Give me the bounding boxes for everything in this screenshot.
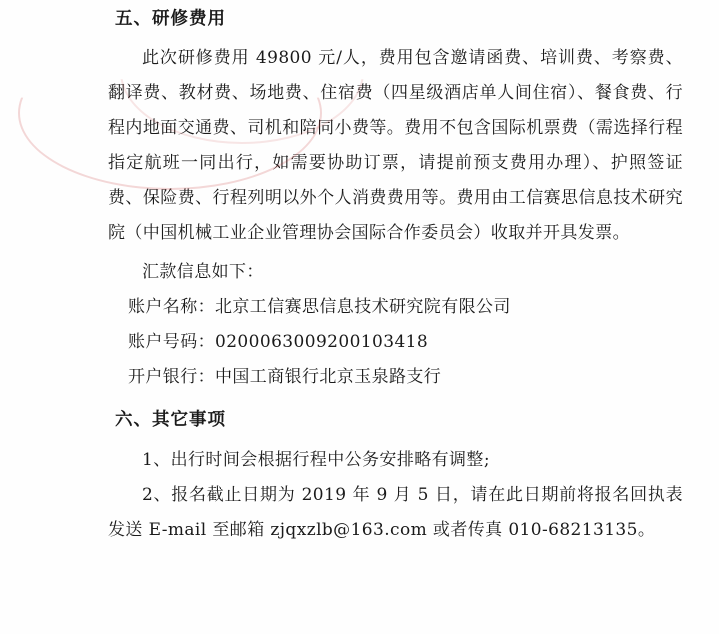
- remittance-intro: 汇款信息如下：: [142, 262, 264, 283]
- other-matters-item-2: 2、报名截止日期为 2019 年 9 月 5 日，请在此日期前将报名回执表发送 E-mail 至邮箱 zjqxzlb@163.com 或者传真 010-68213135。: [108, 484, 683, 540]
- remittance-account-name: 账户名称：北京工信赛思信息技术研究院有限公司: [128, 297, 511, 318]
- remittance-bank-name: 开户银行：中国工商银行北京玉泉路支行: [128, 367, 442, 388]
- fees-paragraph: 此次研修费用 49800 元/人，费用包含邀请函费、培训费、考察费、翻译费、教材费、场地费、住宿费（四星级酒店单人间住宿）、餐食费、行程内地面交通费、司机和陪同小费等。费用不包含国际机票费（需选择行程指定航班一同出行，如需要协助订票，请提前预支费用办理）、护照签证费、保险费、行程列明以外个人消费费用等。费用由工信赛思信息技术研究院（中国机械工业企业管理协会国际合作委员会）收取并开具发票。: [108, 48, 683, 244]
- section-heading-fees: 五、研修费用: [115, 9, 226, 29]
- section-heading-other-matters: 六、其它事项: [115, 410, 226, 431]
- other-matters-item-1: 1、出行时间会根据行程中公务安排略有调整;: [142, 449, 490, 470]
- remittance-account-number: 账户号码：0200063009200103418: [128, 332, 429, 353]
